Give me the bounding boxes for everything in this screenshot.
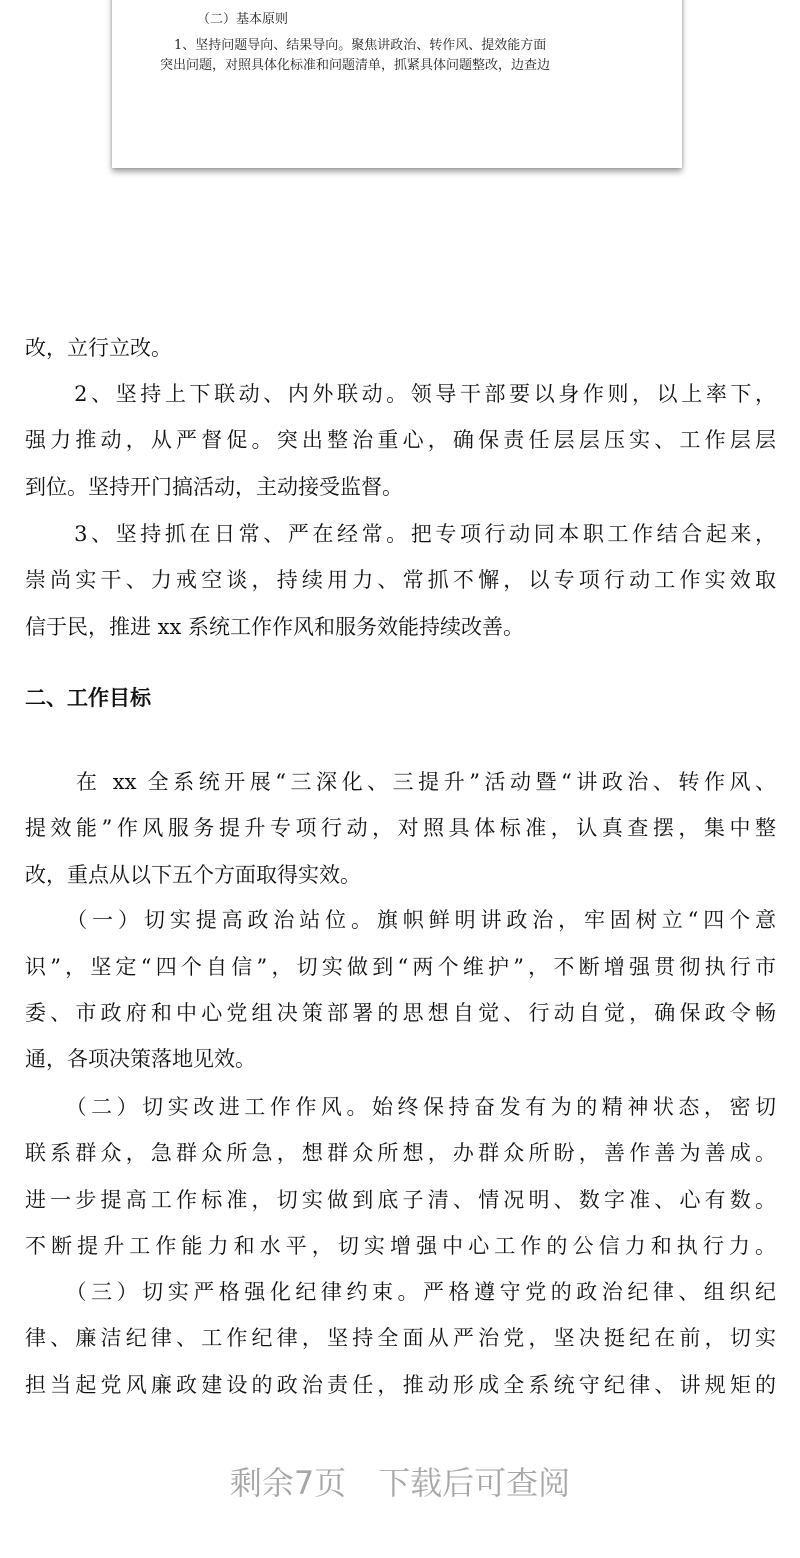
paragraph-line: 进一步提高工作标准，切实做到底子清、情况明、数字准、心有数。 [25,1188,776,1212]
paragraph-line: 通，各项决策落地见效。 [25,1047,256,1071]
paragraph-line: 联系群众，急群众所急，想群众所想，办群众所盼，善作善为善成。 [25,1141,776,1165]
paragraph-line: 担当起党风廉政建设的政治责任，推动形成全系统守纪律、讲规矩的 [25,1373,776,1397]
paragraph-line: 3、坚持抓在日常、严在经常。把专项行动同本职工作结合起来， [25,522,776,546]
paragraph-line: （一）切实提高政治站位。旗帜鲜明讲政治，牢固树立“四个意 [25,908,776,932]
card-text-line: 突出问题，对照具体化标准和问题清单，抓紧具体问题整改，边查边 [160,58,551,73]
paragraph-line: 到位。坚持开门搞活动，主动接受监督。 [25,475,403,499]
paragraph-line: 提效能”作风服务提升专项行动，对照具体标准，认真查摆，集中整 [25,816,776,840]
paragraph-line: （二）切实改进工作作风。始终保持奋发有为的精神状态，密切 [25,1095,776,1119]
paragraph-line: 委、市政府和中心党组决策部署的思想自觉、行动自觉，确保政令畅 [25,1001,776,1025]
section-subtitle: （二）基本原则 [197,12,289,27]
remaining-pages-notice[interactable]: 剩余7页 下载后可查阅 [229,1464,571,1502]
paragraph-line: （三）切实严格强化纪律约束。严格遵守党的政治纪律、组织纪 [25,1280,776,1304]
preview-page-card [112,0,682,168]
paragraph-line: 识”，坚定“四个自信”，切实做到“两个维护”，不断增强贯彻执行市 [25,955,776,979]
paragraph-line: 改，重点从以下五个方面取得实效。 [25,863,361,887]
paragraph-line: 信于民，推进 xx 系统工作作风和服务效能持续改善。 [25,615,525,639]
paragraph-line: 改，立行立改。 [25,336,172,360]
paragraph-line: 不断提升工作能力和水平，切实增强中心工作的公信力和执行力。 [25,1234,776,1258]
paragraph-line: 2、坚持上下联动、内外联动。领导干部要以身作则，以上率下， [25,382,776,406]
paragraph-line: 崇尚实干、力戒空谈，持续用力、常抓不懈，以专项行动工作实效取 [25,568,776,592]
paragraph-line: 在 xx 全系统开展“三深化、三提升”活动暨“讲政治、转作风、 [25,770,776,794]
section-heading: 二、工作目标 [25,686,151,710]
paragraph-line: 强力推动，从严督促。突出整治重心，确保责任层层压实、工作层层 [25,428,776,452]
paragraph-line: 律、廉洁纪律、工作纪律，坚持全面从严治党，坚决挺纪在前，切实 [25,1326,776,1350]
card-text-line: 1、坚持问题导向、结果导向。聚焦讲政治、转作风、提效能方面 [174,38,547,53]
